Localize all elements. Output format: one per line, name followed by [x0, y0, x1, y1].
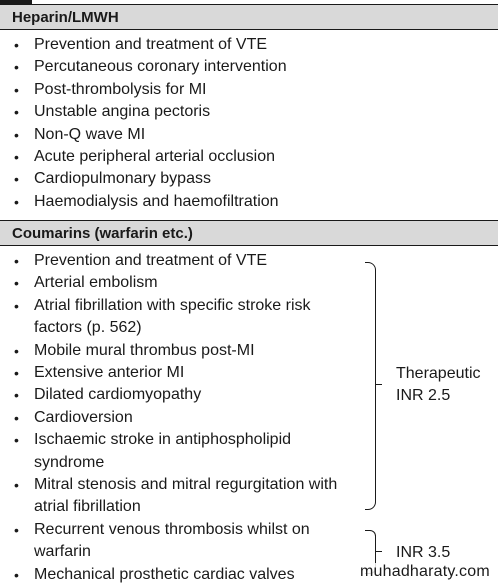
bullet-icon: • [14, 477, 19, 494]
coumarin-therapeutic-list [12, 250, 352, 519]
list-item [12, 564, 352, 586]
list-item-text: Recurrent venous thrombosis whilst on warfarin [34, 521, 310, 561]
list-item [12, 272, 352, 294]
bullet-icon: • [14, 522, 19, 538]
bullet-icon: • [14, 566, 19, 583]
bullet-icon: • [14, 365, 19, 382]
coumarin-high-inr-list [12, 519, 352, 586]
list-item [12, 146, 482, 168]
bullet-icon: • [14, 193, 19, 210]
list-item-text: Cardiopulmonary bypass [34, 170, 211, 188]
list-item [12, 295, 352, 340]
list-item [12, 474, 352, 519]
list-item-text: Cardioversion [34, 408, 133, 426]
section-header-heparin: Heparin/LMWH [0, 4, 498, 30]
list-item [12, 191, 482, 213]
list-item [12, 124, 482, 146]
list-item [12, 340, 352, 362]
list-item-text: Atrial fibrillation with specific stroke risk factors (p. 562) [34, 296, 311, 337]
bullet-icon: • [14, 171, 19, 188]
bullet-icon: • [14, 342, 19, 359]
heparin-indications-list [12, 34, 482, 213]
bullet-icon: • [14, 59, 19, 76]
list-item [12, 250, 352, 272]
list-item [12, 34, 482, 56]
list-item-text: Unstable angina pectoris [34, 103, 211, 121]
list-item [12, 101, 482, 123]
list-item-text: Prevention and treatment of VTE [34, 36, 268, 53]
bullet-icon: • [14, 297, 19, 314]
list-item-text: Mitral stenosis and mitral regurgitation with atrial fibrillation [34, 476, 338, 516]
bullet-icon: • [14, 275, 19, 292]
list-item [12, 519, 352, 564]
list-item-text: Haemodialysis and haemofiltration [34, 192, 279, 210]
section-header-coumarins: Coumarins (warfarin etc.) [0, 220, 498, 246]
list-item [12, 362, 352, 384]
list-item [12, 407, 352, 429]
therapeutic-label: Therapeutic [396, 365, 481, 382]
bullet-icon: • [14, 387, 19, 404]
bullet-icon: • [14, 126, 19, 143]
list-item-text: Non-Q wave MI [34, 125, 146, 143]
list-item [12, 384, 352, 406]
list-item-text: Prevention and treatment of VTE [34, 252, 268, 269]
list-item-text: Mobile mural thrombus post-MI [34, 341, 255, 359]
list-item [12, 79, 482, 101]
therapeutic-brace [365, 262, 376, 510]
watermark: muhadharaty.com [360, 563, 490, 580]
bullet-icon: • [14, 253, 19, 269]
list-item-text: Post-thrombolysis for MI [34, 80, 207, 98]
list-item-text: Mechanical prosthetic cardiac valves [34, 565, 295, 583]
high-inr-brace-point [376, 551, 382, 552]
bullet-icon: • [14, 81, 19, 98]
list-item-text: Percutaneous coronary intervention [34, 58, 287, 76]
list-item-text: Extensive anterior MI [34, 364, 185, 382]
list-item [12, 56, 482, 78]
therapeutic-brace-point [376, 384, 382, 385]
therapeutic-inr-label: INR 2.5 [396, 387, 451, 404]
bullet-icon: • [14, 409, 19, 426]
high-inr-label: INR 3.5 [396, 544, 451, 561]
bullet-icon: • [14, 104, 19, 121]
list-item [12, 168, 482, 190]
list-item-text: Ischaemic stroke in antiphospholipid syndrome [34, 431, 292, 471]
list-item-text: Acute peripheral arterial occlusion [34, 148, 276, 166]
list-item-text: Arterial embolism [34, 274, 158, 292]
bullet-icon: • [14, 432, 19, 449]
bullet-icon: • [14, 149, 19, 166]
list-item-text: Dilated cardiomyopathy [34, 386, 202, 404]
bullet-icon: • [14, 37, 19, 53]
list-item [12, 429, 352, 474]
